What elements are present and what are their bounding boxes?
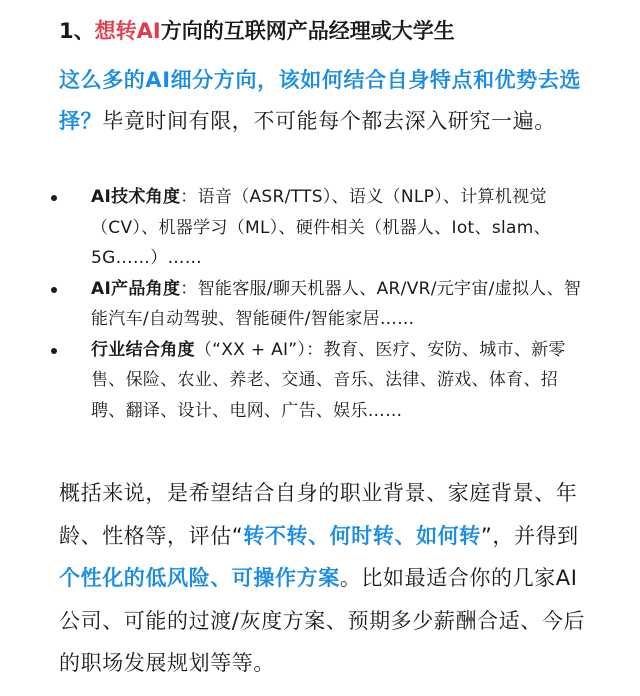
list-item-text: ：智能客服/聊天机器人、AR/VR/元宇宙/虚拟人、智能汽车/自动驾驶、智能硬件/智能家居…… <box>91 278 582 329</box>
bullet-dot-icon <box>51 287 57 293</box>
bullet-dot-icon <box>51 348 57 354</box>
section-heading <box>59 14 619 48</box>
heading-suffix: 方向的互联网产品经理或大学生 <box>160 19 455 43</box>
intro-question: 这么多的AI细分方向，该如何结合自身特点和优势去选择？ <box>59 68 582 133</box>
intro-rest: 毕竟时间有限，不可能每个都去深入研究一遍。 <box>102 109 556 133</box>
list-item-title: AI产品角度 <box>91 278 181 299</box>
list-item-text: （“XX + AI”）：教育、医疗、安防、城市、新零售、保险、农业、养老、交通、音乐、法律、游戏、体育、招聘、翻译、设计、电网、广告、娱乐…… <box>91 339 566 421</box>
summary-highlight2: 个性化的低风险、可操作方案 <box>59 566 340 590</box>
bullet-list <box>59 182 589 426</box>
intro-paragraph <box>59 60 589 142</box>
summary-part1: 概括来说，是希望结合自身的职业背景、家庭背景、年龄、性格等，评估“ <box>59 481 578 548</box>
heading-prefix: 1、 <box>59 19 95 43</box>
summary-part2: ”，并得到 <box>480 523 579 548</box>
summary-paragraph <box>59 472 589 685</box>
summary-part3: 。比如最适合你的几家AI公司、可能的过渡/灰度方案、预期多少薪酬合适、今后的职场发展规划等等。 <box>59 566 586 675</box>
list-item-title: AI技术角度 <box>91 187 181 207</box>
summary-highlight1: 转不转、何时转、如何转 <box>243 523 481 548</box>
bullet-dot-icon <box>51 195 57 201</box>
list-item <box>59 335 589 427</box>
list-item-text: ：语音（ASR/TTS）、语义（NLP）、计算机视觉（CV）、机器学习（ML）、硬件相关（机器人、Iot、slam、5G……）…… <box>91 187 551 268</box>
list-item <box>59 182 589 274</box>
list-item <box>59 274 589 335</box>
list-item-title: 行业结合角度 <box>91 339 195 360</box>
heading-highlight: 想转AI <box>94 19 161 43</box>
